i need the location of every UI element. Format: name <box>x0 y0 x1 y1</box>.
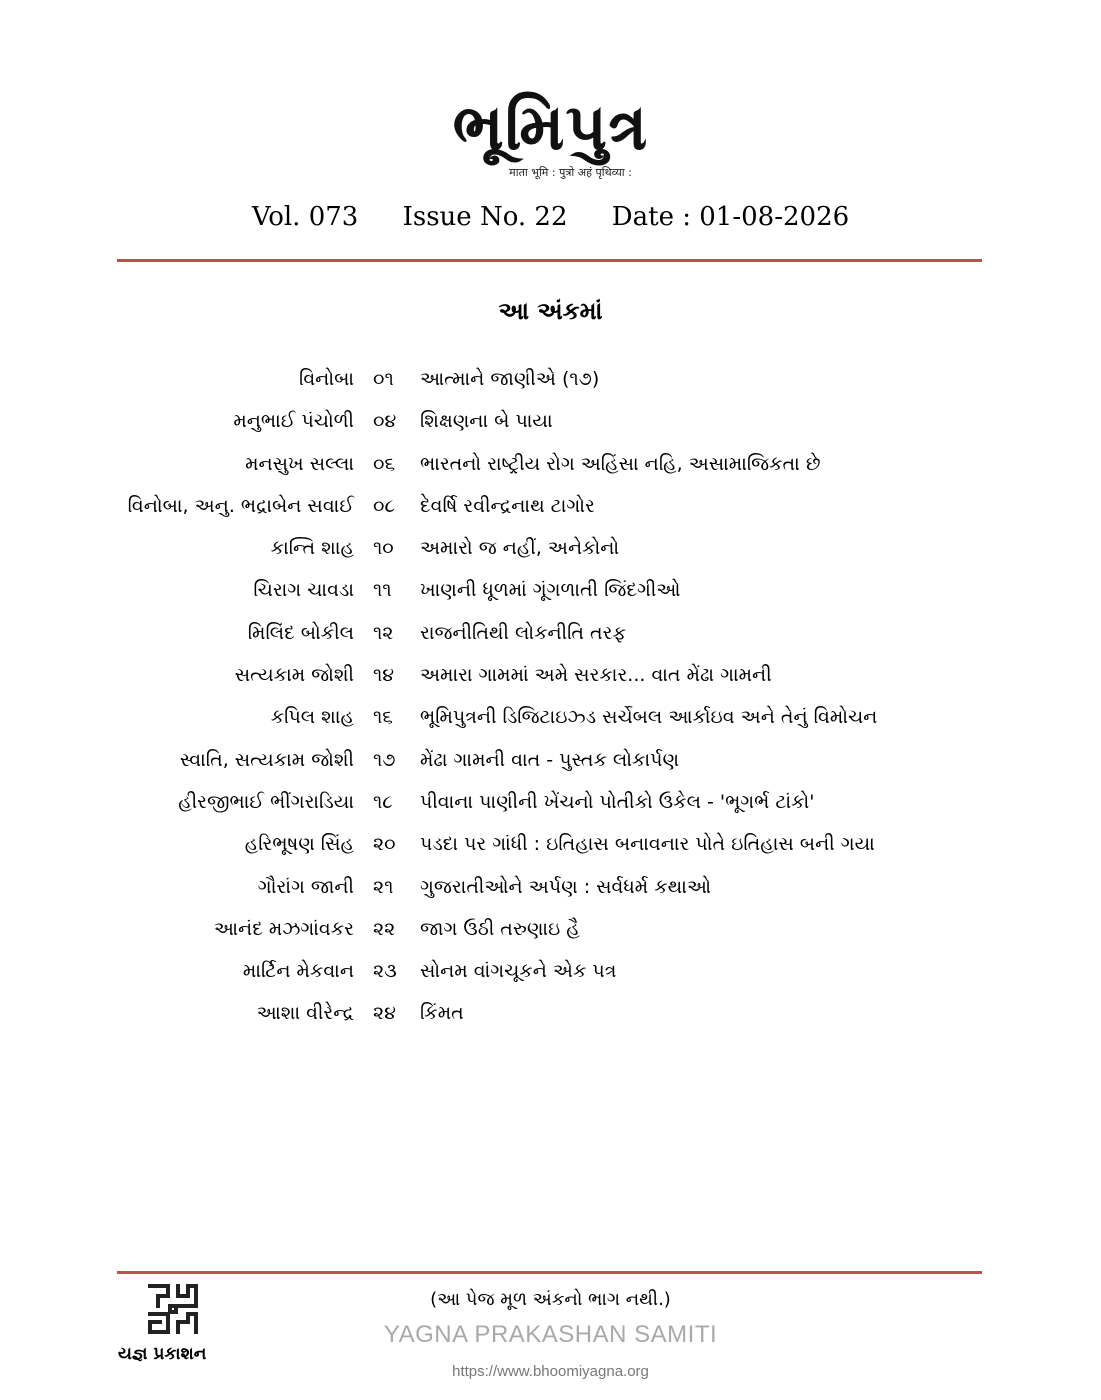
magazine-logo: ભૂમિપુત્ર <box>452 91 649 165</box>
toc-entry[interactable] <box>0 741 1101 783</box>
toc-entry[interactable] <box>0 656 1101 698</box>
toc-page-number: ૨૪ <box>373 1002 396 1025</box>
toc-author: હીરજીભાઈ ભીંગરાડિયા <box>178 790 354 813</box>
toc-title: અમારા ગામમાં અમે સરકાર... વાત મેંઢા ગામની <box>420 664 772 687</box>
toc-entry[interactable] <box>0 402 1101 444</box>
issue-date-label: Date : 01-08-2026 <box>611 202 850 232</box>
toc-author: ચિરાગ ચાવડા <box>253 579 354 602</box>
toc-title: આત્માને જાણીએ (૧૭) <box>420 368 600 390</box>
toc-entry[interactable] <box>0 698 1101 740</box>
toc-author: માર્ટિન મેકવાન <box>242 960 354 983</box>
toc-title: રાજનીતિથી લોકનીતિ તરફ <box>420 621 627 644</box>
toc-page-number: ૨૦ <box>373 833 396 856</box>
toc-title: ભારતનો રાષ્ટ્રીય રોગ અહિંસા નહિ, અસામાજિકતા છે <box>420 452 821 475</box>
toc-entry[interactable] <box>0 445 1101 487</box>
toc-page-number: ૦૧ <box>373 368 394 390</box>
toc-author: કપિલ શાહ <box>270 706 354 729</box>
issue-number-label: Issue No. 22 <box>402 202 568 232</box>
toc-author: સ્વાતિ, સત્યકામ જોશી <box>179 748 354 771</box>
toc-author: મનસુખ સલ્લા <box>245 452 354 475</box>
toc-title: ખાણની ધૂળમાં ગૂંગળાતી જિંદગીઓ <box>420 579 681 602</box>
toc-title: સોનમ વાંગચૂકને એક પત્ર <box>420 960 617 983</box>
toc-author: સત્યકામ જોશી <box>234 664 354 687</box>
toc-page-number: ૧૭ <box>373 748 396 771</box>
page-note: (આ પેજ મૂળ અંકનો ભાગ નથી.) <box>430 1289 671 1310</box>
toc-page-number: ૧૮ <box>373 790 393 813</box>
footer-divider <box>117 1271 982 1274</box>
toc-entry[interactable] <box>0 529 1101 571</box>
toc-page-number: ૦૮ <box>373 494 395 517</box>
toc-entry[interactable] <box>0 783 1101 825</box>
logo-tagline: माता भूमि : पुत्रो अहं पृथिव्या : <box>509 166 632 179</box>
toc-title: પડદા પર ગાંધી : ઇતિહાસ બનાવનાર પોતે ઇતિહાસ બની ગયા <box>420 833 875 856</box>
contents-heading: આ અંકમાં <box>498 297 603 325</box>
toc-entry[interactable] <box>0 868 1101 910</box>
toc-author: આનંદ મઝગાંવકર <box>213 917 354 940</box>
toc-title: ગુજરાતીઓને અર્પણ : સર્વધર્મ કથાઓ <box>420 875 712 898</box>
toc-entry[interactable] <box>0 360 1101 402</box>
toc-author: વિનોબા, અનુ. ભદ્રાબેન સવાઈ <box>127 494 354 517</box>
toc-page-number: ૦૪ <box>373 410 397 433</box>
toc-author: મિલિંદ બોકીલ <box>247 621 354 644</box>
toc-page-number: ૨૧ <box>373 875 394 898</box>
toc-author: કાન્તિ શાહ <box>270 537 354 560</box>
header-divider <box>117 259 982 262</box>
toc-entry[interactable] <box>0 994 1101 1036</box>
toc-title: દેવર્ષિ રવીન્દ્રનાથ ટાગોર <box>420 494 595 517</box>
toc-title: ભૂમિપુત્રની ડિજિટાઇઝ્ડ સર્ચેબલ આર્કાઇવ અને તેનું વિમોચન <box>420 706 878 729</box>
masthead <box>0 88 1101 180</box>
toc-page-number: ૧૬ <box>373 706 393 729</box>
toc-author: આશા વીરેન્દ્ર <box>256 1002 354 1025</box>
toc-author: ગૌરાંગ જાની <box>257 875 354 898</box>
toc-author: મનુભાઈ પંચોળી <box>233 410 354 433</box>
organization-name: YAGNA PRAKASHAN SAMITI <box>383 1321 718 1348</box>
toc-title: કિંમત <box>420 1002 464 1025</box>
toc-page-number: ૧૧ <box>373 579 392 602</box>
toc-page-number: ૧૪ <box>373 664 395 687</box>
toc-title: અમારો જ નહીં, અનેકોનો <box>420 537 620 560</box>
table-of-contents <box>0 360 1101 1037</box>
publisher-name: યજ્ઞ પ્રકાશન <box>118 1344 207 1364</box>
toc-entry[interactable] <box>0 825 1101 867</box>
toc-title: શિક્ષણના બે પાયા <box>420 410 553 433</box>
toc-author: હરિભૂષણ સિંહ <box>244 833 354 856</box>
toc-title: પીવાના પાણીની ખેંચનો પોતીકો ઉકેલ - 'ભૂગર્ભ ટાંકો' <box>420 790 815 813</box>
issue-info <box>0 199 1101 235</box>
toc-entry[interactable] <box>0 571 1101 613</box>
toc-entry[interactable] <box>0 614 1101 656</box>
website-link[interactable]: https://www.bhoomiyagna.org <box>452 1363 649 1380</box>
toc-page-number: ૨૩ <box>373 960 397 983</box>
toc-page-number: ૧૨ <box>373 621 394 644</box>
toc-entry[interactable] <box>0 487 1101 529</box>
toc-title: જાગ ઉઠી તરુણાઇ હૈ <box>420 917 580 940</box>
toc-page-number: ૨૨ <box>373 917 396 940</box>
toc-page-number: ૦૬ <box>373 452 396 475</box>
toc-page-number: ૧૦ <box>373 537 394 560</box>
toc-entry[interactable] <box>0 952 1101 994</box>
toc-title: મેંઢા ગામની વાત - પુસ્તક લોકાર્પણ <box>420 748 680 771</box>
toc-author: વિનોબા <box>299 368 354 390</box>
volume-label: Vol. 073 <box>251 202 359 232</box>
toc-entry[interactable] <box>0 910 1101 952</box>
